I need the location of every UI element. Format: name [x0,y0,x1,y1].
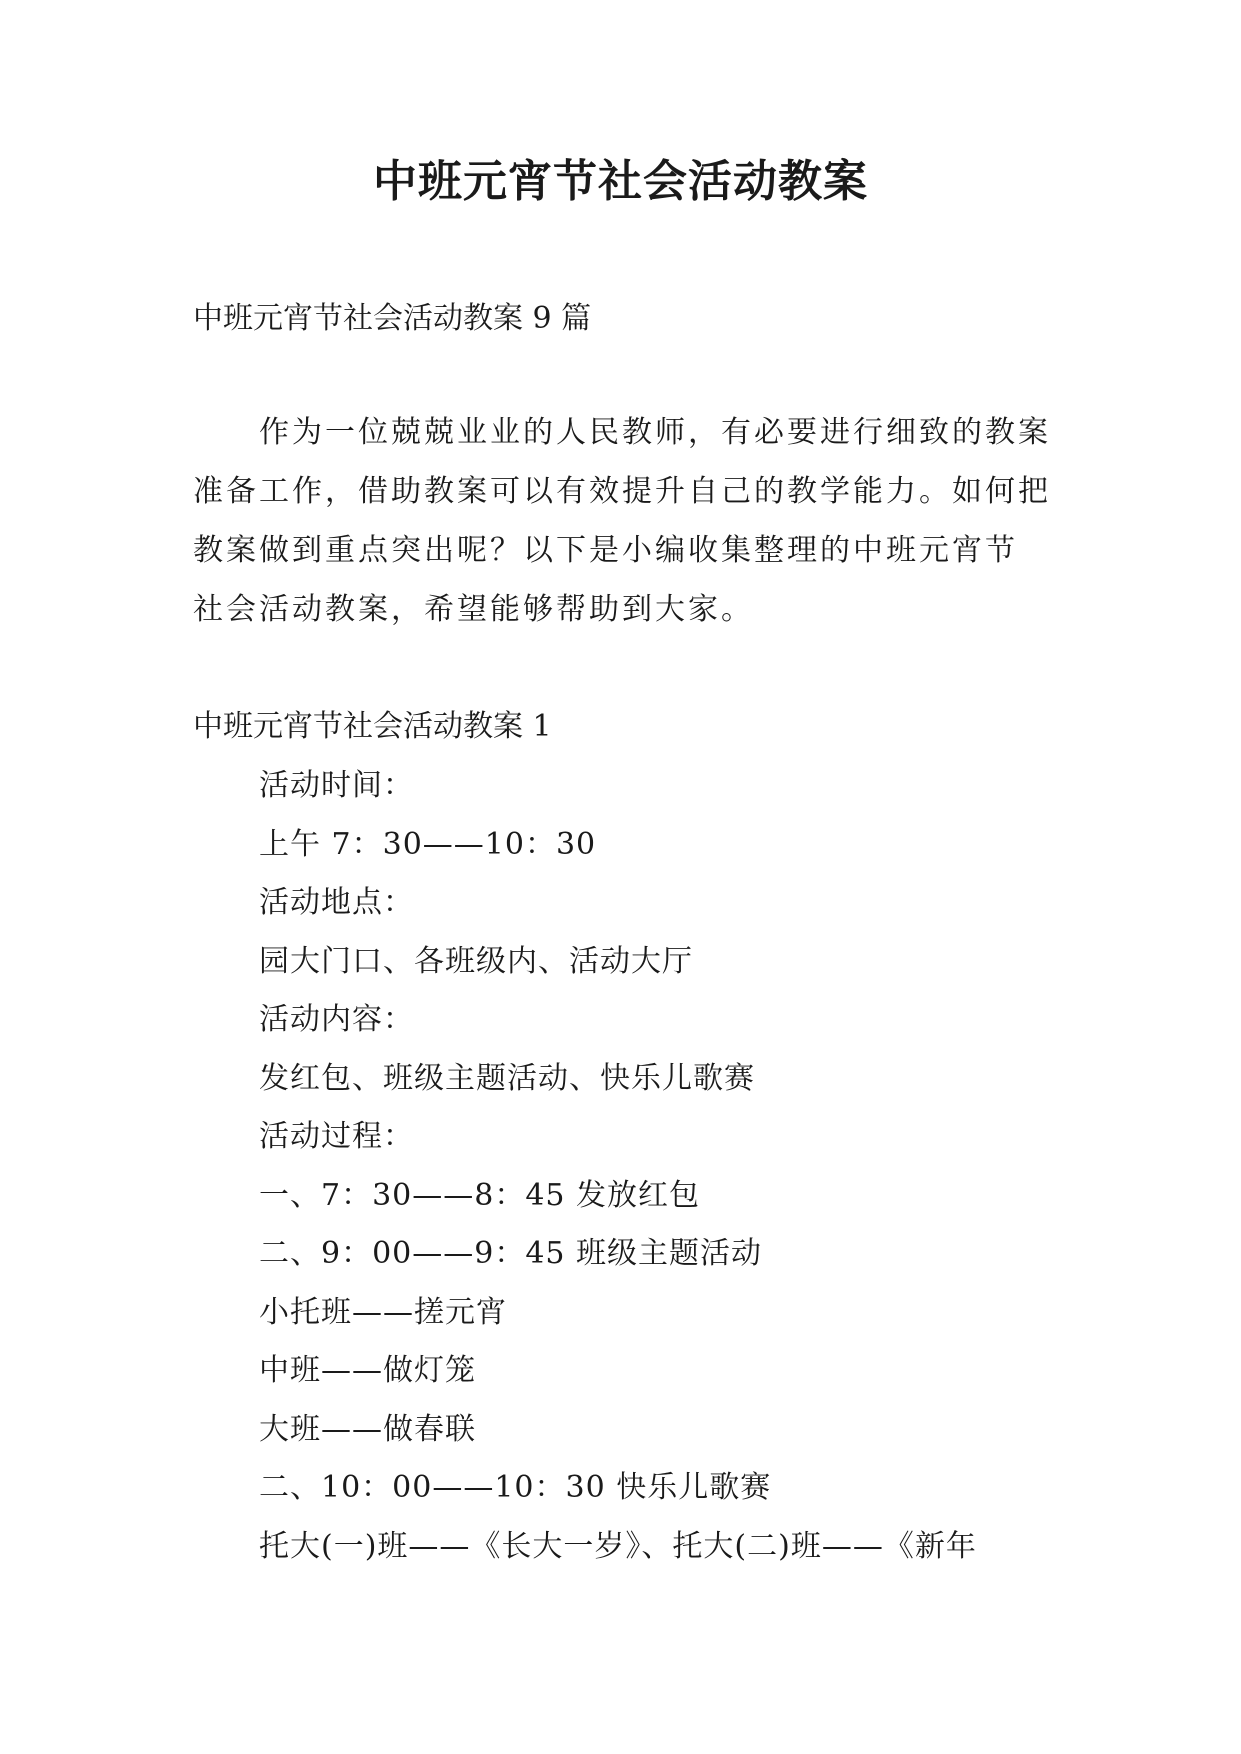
song-assignment-line: 托大(一)班——《长大一岁》、托大(二)班——《新年 [259,1528,977,1564]
intro-line: 教案做到重点突出呢？以下是小编收集整理的中班元宵节 [193,533,1018,568]
intro-paragraph [193,403,1055,639]
process-step: 二、10：00——10：30 快乐儿歌赛 [259,1470,772,1505]
detail-label-process: 活动过程： [259,1119,414,1154]
page-title: 中班元宵节社会活动教案 [373,156,868,207]
intro-line: 准备工作，借助教案可以有效提升自己的教学能力。如何把 [193,474,1051,509]
detail-label-location: 活动地点： [259,885,414,920]
section-heading: 中班元宵节社会活动教案 1 [193,709,552,744]
intro-line: 作为一位兢兢业业的人民教师，有必要进行细致的教案 [259,415,1051,450]
class-activity-item: 小托班——搓元宵 [259,1294,507,1330]
detail-value-location: 园大门口、各班级内、活动大厅 [259,943,693,979]
process-step: 二、9：00——9：45 班级主题活动 [259,1236,763,1271]
detail-value-time: 上午 7：30——10：30 [259,826,597,862]
activity-detail-list [259,757,1059,1576]
detail-label-content: 活动内容： [259,1002,414,1037]
class-activity-item: 大班——做春联 [259,1411,476,1447]
detail-label-time: 活动时间： [259,768,414,803]
class-activity-item: 中班——做灯笼 [259,1353,476,1388]
document-subtitle: 中班元宵节社会活动教案 9 篇 [193,301,592,336]
detail-value-content: 发红包、班级主题活动、快乐儿歌赛 [259,1060,755,1096]
process-step: 一、7：30——8：45 发放红包 [259,1177,701,1213]
intro-line: 社会活动教案，希望能够帮助到大家。 [193,592,754,627]
